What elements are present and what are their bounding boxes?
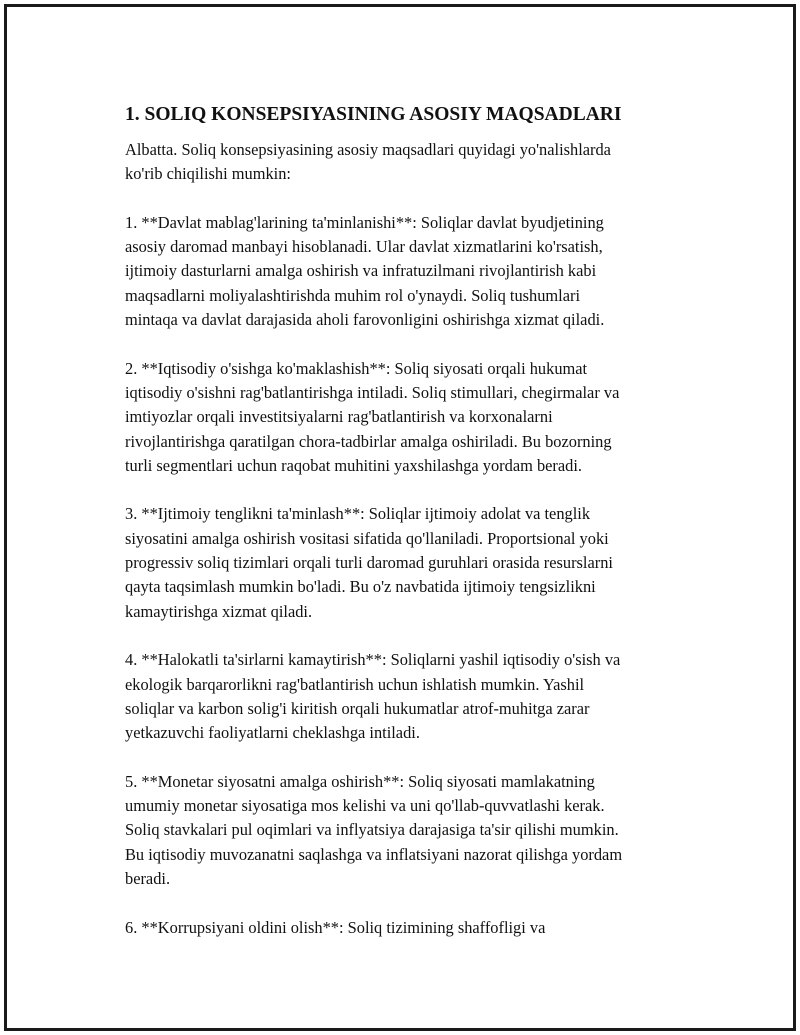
paragraph-item-1 (125, 211, 685, 332)
text-line: progressiv soliq tizimlari orqali turli daromad guruhlari orasida resurslarni (125, 553, 613, 573)
text-line: Bu iqtisodiy muvozanatni saqlashga va inflatsiyani nazorat qilishga yordam (125, 844, 623, 864)
text-line: rivojlantirishga qaratilgan chora-tadbirlar amalga oshiriladi. Bu bozorning (125, 431, 612, 451)
paragraph-item-3 (125, 502, 685, 623)
text-line: 6. **Korrupsiyani oldini olish**: Soliq tizimining shaffofligi va (125, 917, 546, 937)
paragraph-intro (125, 138, 685, 187)
text-line: umumiy monetar siyosatiga mos kelishi va uni qo'llab-quvvatlashi kerak. (125, 796, 605, 816)
section-heading: 1. SOLIQ KONSEPSIYASINING ASOSIY MAQSADLARI (125, 104, 622, 125)
text-line: mintaqa va davlat darajasida aholi farovonligini oshirishga xizmat qiladi. (125, 310, 605, 330)
text-line: 4. **Halokatli ta'sirlarni kamaytirish**: Soliqlarni yashil iqtisodiy o'sish va (125, 650, 621, 670)
text-line: imtiyozlar orqali investitsiyalarni rag'batlantirish va korxonalarni (125, 407, 553, 427)
document-page (4, 4, 796, 1031)
text-line: siyosatini amalga oshirish vositasi sifatida qo'llaniladi. Proportsional yoki (125, 528, 609, 548)
paragraph-item-2 (125, 357, 685, 478)
text-line: 5. **Monetar siyosatni amalga oshirish**: Soliq siyosati mamlakatning (125, 771, 595, 791)
text-line: iqtisodiy o'sishni rag'batlantirishga intiladi. Soliq stimullari, chegirmalar va (125, 382, 620, 402)
text-line: Soliq stavkalari pul oqimlari va inflyatsiya darajasiga ta'sir qilishi mumkin. (125, 820, 619, 840)
text-line: ijtimoiy dasturlarni amalga oshirish va infratuzilmani rivojlantirish kabi (125, 261, 597, 281)
document-body (125, 103, 685, 964)
text-line: soliqlar va karbon solig'i kiritish orqali hukumatlar atrof-muhitga zarar (125, 698, 590, 718)
text-line: 3. **Ijtimoiy tenglikni ta'minlash**: Soliqlar ijtimoiy adolat va tenglik (125, 504, 591, 524)
text-line: 2. **Iqtisodiy o'sishga ko'maklashish**: Soliq siyosati orqali hukumat (125, 358, 588, 378)
text-line: beradi. (125, 868, 171, 888)
text-line: ko'rib chiqilishi mumkin: (125, 164, 291, 184)
text-line: maqsadlarni moliyalashtirishda muhim rol o'ynaydi. Soliq tushumlari (125, 285, 581, 305)
text-line: 1. **Davlat mablag'larining ta'minlanishi**: Soliqlar davlat byudjetining (125, 212, 604, 232)
text-line: turli segmentlari uchun raqobat muhitini yaxshilashga yordam beradi. (125, 455, 583, 475)
text-line: asosiy daromad manbayi hisoblanadi. Ular davlat xizmatlarini ko'rsatish, (125, 237, 603, 257)
paragraph-item-4 (125, 648, 685, 745)
text-line: Albatta. Soliq konsepsiyasining asosiy maqsadlari quyidagi yo'nalishlarda (125, 140, 611, 159)
paragraph-item-6 (125, 916, 685, 940)
text-line: kamaytirishga xizmat qiladi. (125, 601, 313, 621)
text-line: yetkazuvchi faoliyatlarni cheklashga intiladi. (125, 723, 420, 743)
paragraph-item-5 (125, 770, 685, 891)
text-line: ekologik barqarorlikni rag'batlantirish uchun ishlatish mumkin. Yashil (125, 674, 585, 694)
text-line: qayta taqsimlash mumkin bo'ladi. Bu o'z navbatida ijtimoiy tengsizlikni (125, 577, 596, 597)
